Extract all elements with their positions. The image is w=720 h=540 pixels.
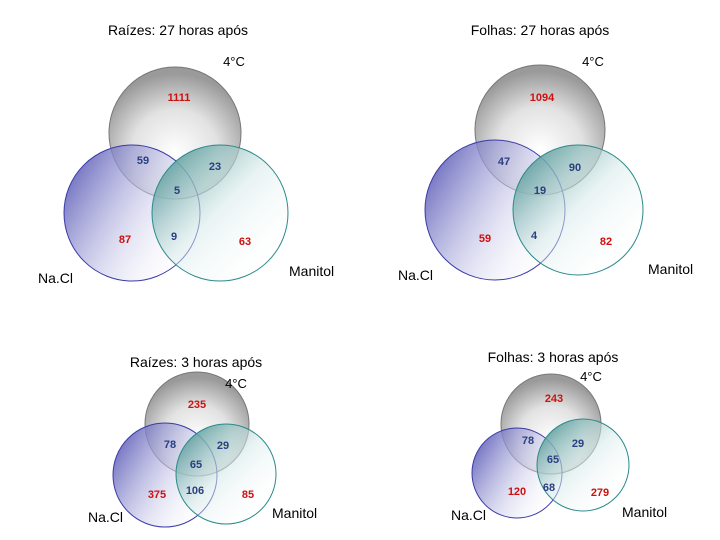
count-top-only: 1111 — [167, 92, 191, 104]
count-left-only: 87 — [118, 234, 132, 246]
set-label-4c: 4°C — [225, 376, 247, 391]
count-right-only: 85 — [241, 489, 255, 501]
count-right-only: 279 — [590, 487, 610, 499]
diagram-title: Folhas: 3 horas após — [487, 349, 619, 365]
set-label-manitol: Manitol — [622, 504, 668, 520]
set-label-nacl: Na.Cl — [451, 507, 487, 523]
set-label-4c: 4°C — [582, 54, 604, 69]
venn-raizes-3h — [88, 354, 317, 527]
count-left-only: 375 — [147, 489, 167, 501]
count-center: 65 — [189, 459, 203, 471]
set-label-nacl: Na.Cl — [398, 267, 434, 283]
set-label-manitol: Manitol — [272, 505, 318, 521]
count-center: 65 — [546, 454, 560, 466]
count-top-left: 78 — [521, 435, 535, 447]
set-label-manitol: Manitol — [289, 263, 335, 279]
count-left-right: 4 — [530, 230, 538, 242]
count-left-right: 106 — [185, 485, 205, 497]
set-label-nacl: Na.Cl — [88, 509, 124, 525]
count-center: 5 — [173, 185, 181, 197]
count-right-only: 82 — [599, 236, 613, 248]
circle-manitol — [176, 424, 276, 524]
count-top-right: 29 — [216, 440, 230, 452]
count-center: 19 — [533, 185, 547, 197]
count-right-only: 63 — [238, 236, 252, 248]
count-top-only: 243 — [544, 393, 564, 405]
set-label-nacl: Na.Cl — [38, 270, 74, 286]
diagram-title: Folhas: 27 horas após — [470, 22, 610, 38]
count-top-only: 235 — [187, 399, 207, 411]
count-top-left: 59 — [136, 155, 150, 167]
set-label-4c: 4°C — [223, 54, 245, 69]
count-top-left: 47 — [497, 156, 511, 168]
count-left-only: 120 — [507, 486, 527, 498]
venn-raizes-27h — [38, 22, 334, 286]
diagram-title: Raízes: 27 horas após — [107, 22, 249, 38]
count-top-left: 78 — [163, 439, 177, 451]
count-top-right: 23 — [208, 161, 222, 173]
diagram-title: Raízes: 3 horas após — [129, 354, 263, 370]
count-left-only: 59 — [478, 233, 492, 245]
count-top-right: 29 — [571, 438, 585, 450]
set-label-manitol: Manitol — [648, 261, 694, 277]
set-label-4c: 4°C — [580, 369, 602, 384]
count-top-right: 90 — [568, 162, 582, 174]
count-left-right: 9 — [170, 231, 178, 243]
venn-folhas-3h — [451, 349, 667, 523]
count-top-only: 1094 — [529, 92, 555, 104]
venn-folhas-27h — [398, 22, 693, 283]
count-left-right: 68 — [542, 482, 556, 494]
